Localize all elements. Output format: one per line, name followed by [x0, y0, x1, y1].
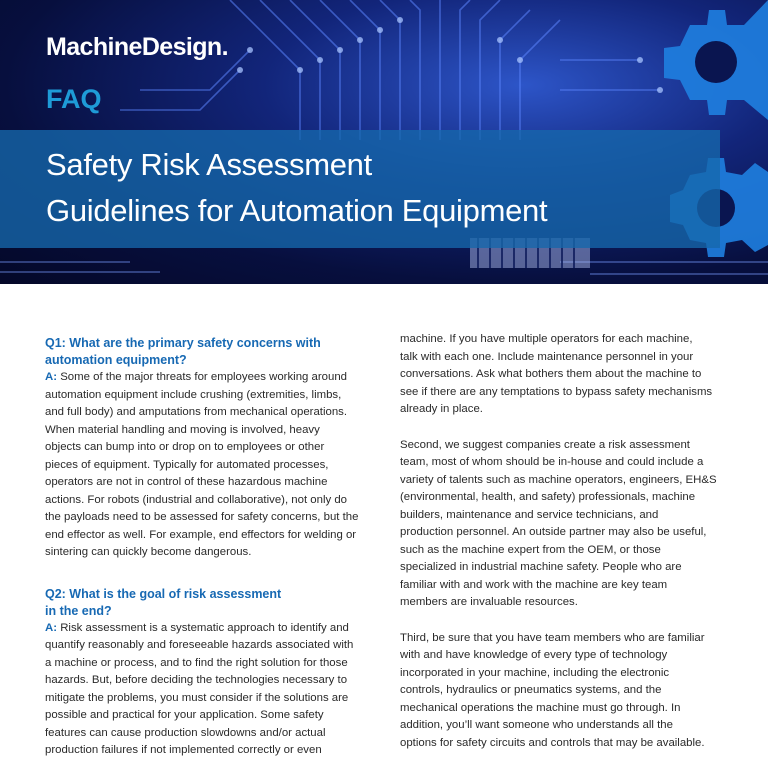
paragraph-line: Second, we suggest companies create a risk assessment: [400, 438, 690, 451]
answer-2-line: a machine or process, and to find the right solution for those: [45, 656, 348, 669]
answer-1: [45, 369, 373, 562]
paragraph-1: [400, 331, 728, 419]
paragraph-line: mechanical operations the machine must go through. In: [400, 701, 681, 714]
answer-1-line: pieces of equipment. Typically for automated processes,: [45, 458, 329, 471]
paragraph-line: machine. If you have multiple operators for each machine,: [400, 333, 693, 345]
answer-1-line: and full body) and amputations from mechanical operations.: [45, 406, 348, 418]
paragraph-line: conversations. Ask what bothers them about the machine to: [400, 368, 702, 380]
answer-label: A:: [45, 371, 58, 383]
answer-2-line: A: Risk assessment is a systematic approach to identify and: [45, 621, 349, 634]
question-1-line-1: Q1: What are the primary safety concerns with: [45, 336, 321, 350]
logo: MachineDesign.: [46, 33, 228, 61]
answer-1-line: sintering can quickly become dangerous.: [45, 546, 252, 558]
paragraph-line: specialized in industrial machine safety. People who are: [400, 561, 682, 573]
answer-2-line: mitigate the problems, you must consider if the solutions are: [45, 691, 349, 704]
answer-2-line: hazards. But, before deciding the technologies necessary to: [45, 674, 348, 686]
paragraph-line: familiar with and work with the machine are key team: [400, 578, 668, 591]
answer-1-line: When material handling and moving is involved, heavy: [45, 423, 320, 436]
answer-1-line: automation equipment include crushing (extremities, limbs,: [45, 388, 342, 401]
left-column: [45, 335, 373, 760]
paragraph-line: incorporated in your machine, including the electronic: [400, 666, 670, 679]
paragraph-line: variety of talents such as machine operators, engineers, EH&S: [400, 473, 717, 486]
answer-2-line: production failures if not implemented correctly or even: [45, 744, 322, 756]
paragraph-line: talk with each one. Include maintenance personnel in your: [400, 350, 694, 363]
paragraph-2: [400, 437, 728, 612]
paragraph-line: already in place.: [400, 403, 483, 415]
answer-1-line: the payloads need to be assessed for safety concerns, but the: [45, 511, 359, 523]
paragraph-line: (environmental, health, and safety) professionals, machine: [400, 491, 696, 503]
answer-1-line: objects can bump into or drop on to employees or other: [45, 441, 325, 453]
answer-label: A:: [45, 621, 58, 634]
paragraph-line: controls, hydraulics or pneumatics systems, and the: [400, 684, 662, 696]
page-title-line-2: Guidelines for Automation Equipment: [46, 193, 548, 228]
answer-1-line: actions. For robots (industrial and collaborative), not only do: [45, 493, 348, 506]
page-title-line-1: Safety Risk Assessment: [46, 147, 372, 182]
answer-2: [45, 620, 373, 760]
paragraph-line: production personnel. An outside partner may also be useful,: [400, 526, 707, 538]
paragraph-line: team, most of whom should be in-house and could include a: [400, 456, 704, 468]
answer-1-line: A: Some of the major threats for employees working around: [45, 371, 348, 383]
paragraph-line: builders, maintenance and service technicians, and: [400, 508, 659, 521]
answer-2-line: possible and practical for your application. Some safety: [45, 709, 324, 721]
paragraph-line: options for safety circuits and controls that may be available.: [400, 736, 705, 749]
answer-2-line: quantify reasonably and foreseeable hazards associated with: [45, 639, 354, 651]
paragraph-line: with and have knowledge of every type of technology: [400, 649, 668, 661]
question-2-line-1: Q2: What is the goal of risk assessment: [45, 586, 282, 601]
paragraph-3: [400, 630, 728, 753]
question-1-line-2: automation equipment?: [45, 353, 187, 367]
question-1: [45, 335, 373, 369]
question-2: [45, 586, 373, 620]
question-2-line-2: in the end?: [45, 603, 112, 618]
section-label: FAQ: [46, 84, 102, 114]
right-column: [400, 331, 728, 752]
paragraph-line: such as the machine expert from the OEM, or those: [400, 543, 661, 556]
paragraph-line: see if there are any temptations to bypass safety mechanisms: [400, 385, 713, 398]
header-banner: [0, 0, 768, 284]
paragraph-line: addition, you’ll want someone who understands all the: [400, 719, 673, 731]
paragraph-line: Third, be sure that you have team members who are familiar: [400, 631, 705, 644]
paragraph-line: members are invaluable resources.: [400, 596, 578, 608]
answer-2-line: features can cause production slowdowns and/or actual: [45, 726, 326, 739]
answer-1-line: end effector as well. For example, end effectors for welding or: [45, 528, 357, 541]
answer-1-line: operators are not in control of these hazardous machine: [45, 476, 328, 488]
